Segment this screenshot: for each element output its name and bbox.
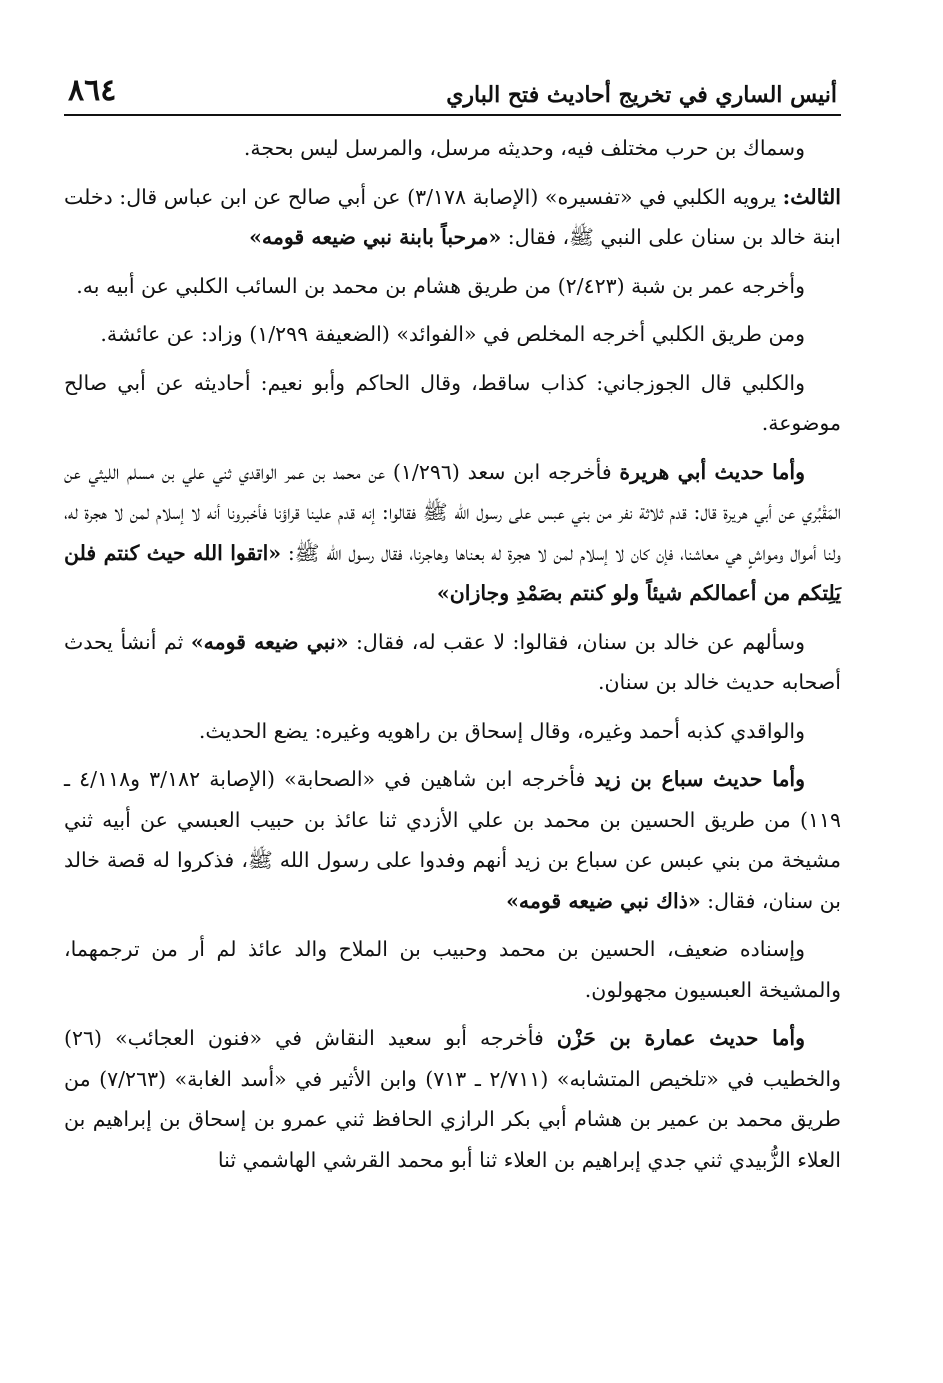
paragraph bbox=[64, 759, 841, 921]
bold-text: «ذاك نبي ضيعه قومه» bbox=[506, 888, 701, 913]
text-run: فأخرجه ابن شاهين في «الصحابة» (الإصابة ٣/١٨٢ و٤/١١٨ ـ ١١٩) من طريق الحسين بن محمد بن علي الأزدي ثنا عائذ بن حبيب العبسي عن أبيه ثني مشيخة من بني عبس عن سباع بن زيد أنهم وفدوا على رسول الله ﷺ، فذكروا له قصة خالد بن سنان، فقال: bbox=[64, 767, 841, 913]
text-run: وأخرجه عمر بن شبة (٢/٤٢٣) من طريق هشام بن محمد بن السائب الكلبي عن أبيه به. bbox=[76, 273, 805, 298]
paragraph bbox=[64, 1018, 841, 1180]
page-body bbox=[64, 116, 841, 1180]
paragraph bbox=[64, 929, 841, 1010]
text-run: يرويه الكلبي في «تفسيره» (الإصابة ٣/١٧٨) عن أبي صالح عن ابن عباس قال: دخلت ابنة خالد بن سنان على النبي ﷺ، فقال: bbox=[64, 184, 841, 249]
paragraph bbox=[64, 314, 841, 355]
paragraph bbox=[64, 128, 841, 169]
text-run: وسماك بن حرب مختلف فيه، وحديثه مرسل، والمرسل ليس بحجة. bbox=[243, 136, 805, 160]
text-run: والكلبي قال الجوزجاني: كذاب ساقط، وقال الحاكم وأبو نعيم: أحاديثه عن أبي صالح موضوعة. bbox=[64, 370, 841, 435]
paragraph bbox=[64, 452, 841, 614]
page-number: ٨٦٤ bbox=[68, 73, 117, 108]
text-run: وسألهم عن خالد بن سنان، فقالوا: لا عقب له، فقال: bbox=[348, 629, 805, 654]
paragraph bbox=[64, 266, 841, 307]
bold-text: وأما حديث أبي هريرة bbox=[619, 459, 805, 484]
page-header bbox=[64, 60, 841, 116]
text-run: وإسناده ضعيف، الحسين بن محمد وحبيب بن الملاح والد عائذ لم أر من ترجمهما، والمشيخة العبسيون مجهولون. bbox=[64, 937, 841, 1002]
text-run: فأخرجه ابن سعد (١/٢٩٦) عن محمد بن عمر الواقدي ثني علي بن مسلم الليثي عن المَقْبُري عن أبي هريرة قال: قدم ثلاثة نفر من بني عبس على رسول الله ﷺ فقالوا: إنه قدم علينا قراؤنا فأخبرونا أنه لا إسلام لمن لا هجرة له، ولنا أموال ومواشٍ هي معاشنا، فإن كان لا إسلام لمن لا هجرة له بعناها وهاجرنا، فقال رسول الله ﷺ: bbox=[64, 459, 841, 565]
bold-text: «اتقوا الله حيث كنتم فلن يَلِتكم من أعمالكم شيئاً ولو كنتم بصَمْدِ وجازان» bbox=[64, 540, 841, 605]
text-run: ثم أنشأ يحدث أصحابه حديث خالد بن سنان. bbox=[64, 629, 841, 694]
text-run: فأخرجه أبو سعيد النقاش في «فنون العجائب» (٢٦) والخطيب في «تلخيص المتشابه» (٢/٧١١ ـ ٧١٣) وابن الأثير في «أسد الغابة» (٧/٢٦٣) من طريق محمد بن عمير بن هشام أبي بكر الرازي الحافظ ثني عمرو بن إسحاق بن إبراهيم بن العلاء الزُّبيدي ثني جدي إبراهيم بن العلاء ثنا أبو محمد القرشي الهاشمي ثنا bbox=[64, 1026, 841, 1172]
paragraph bbox=[64, 711, 841, 752]
bold-text: الثالث: bbox=[782, 184, 841, 209]
running-title: أنيس الساري في تخريج أحاديث فتح الباري bbox=[446, 82, 837, 108]
bold-text: وأما حديث عمارة بن حَزْن bbox=[556, 1026, 805, 1050]
paragraph bbox=[64, 177, 841, 258]
paragraph bbox=[64, 363, 841, 444]
text-run: ومن طريق الكلبي أخرجه المخلص في «الفوائد» (الضعيفة ١/٢٩٩) وزاد: عن عائشة. bbox=[100, 322, 805, 346]
bold-text: «مرحباً بابنة نبي ضيعه قومه» bbox=[249, 225, 502, 249]
text-run: والواقدي كذبه أحمد وغيره، وقال إسحاق بن راهويه وغيره: يضع الحديث. bbox=[198, 718, 805, 743]
bold-text: وأما حديث سباع بن زيد bbox=[594, 767, 806, 791]
bold-text: «نبي ضيعه قومه» bbox=[190, 629, 349, 654]
paragraph bbox=[64, 622, 841, 703]
